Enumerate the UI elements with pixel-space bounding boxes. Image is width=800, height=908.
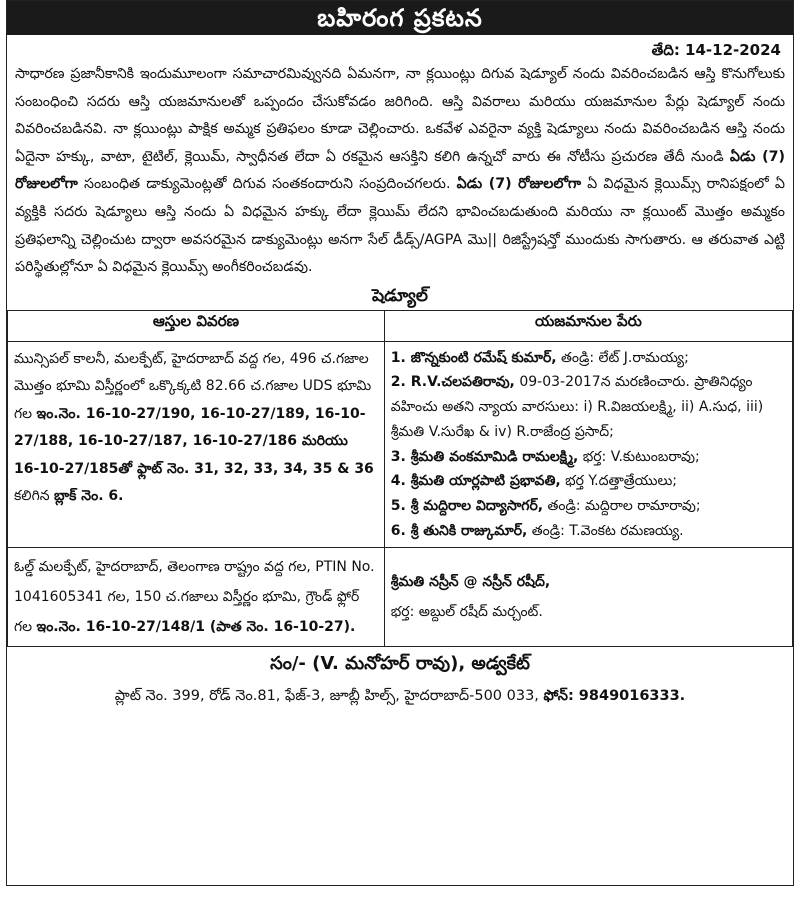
owner-relation: భర్త: V.కుటుంబరావు; [578,448,700,465]
property-description-2 [8,548,385,647]
owners-list-2 [384,548,792,647]
owner-relation: భర్త: అబ్దుల్ రషీద్ మర్చంట్. [390,604,543,621]
owner-relation: తండ్రి: మద్దిరాల రామారావు; [543,497,701,514]
block-number: బ్లాక్ నెం. 6. [54,488,124,505]
body-text-3: ఏ విధమైన క్లెయిమ్స్ రానిపక్షంలో ఏ వ్యక్తికి సదరు షెడ్యూలు ఆస్తి నందు ఏ విధమైన హక్కు లేదా క్లెయిమ్ లేదని భావించబడుతుంది మరియు నా క్లయింట్ మొత్తం అమ్మకం ప్రతిఫలాన్ని చెల్లించుట ద్వారా అవసరమైన డాక్యుమెంట్లు అనగా సేల్ డీడ్స్/AGPA మొ|| రిజిస్ట్రేషన్తో ముందుకు సాగుతారు. ఆ తరువాత ఎట్టి పరిస్థితుల్లోనూ ఏ విధమైన క్లెయిమ్స్ అంగీకరించబడవు. [15,176,785,276]
property-text: మున్సిపల్ కాలనీ, మలక్పేట్, హైదరాబాద్ వద్ద గల, 496 చ.గజాల మొత్తం భూమి విస్తీర్ణంలో ఒక్కొక్కటి 82.66 చ.గజాల UDS భూమి గల [14,350,372,422]
notice-date: తేది: 14-12-2024 [651,41,781,59]
owner-item [391,494,786,519]
col-header-property: ఆస్తుల వివరణ [8,310,385,341]
owner-relation: భర్త Y.దత్తాత్రేయులు; [560,473,678,490]
property-numbers: ఇం.నెం. 16-10-27/148/1 (పాత నెం. 16-10-27). [36,619,356,636]
owner-name: 6. శ్రీ తునికి రాజ్కుమార్, [390,522,528,539]
owner-item [391,519,786,544]
owner-relation: తండ్రి: T.వెంకట రమణయ్య. [527,522,684,539]
notice-title: బహిరంగ ప్రకటన [7,1,793,35]
property-text: కలిగిన [14,488,55,505]
owner-name: 4. శ్రీమతి యార్లపాటి ప్రభావతి, [390,473,561,490]
property-numbers: ఇం.నెం. 16-10-27/190, 16-10-27/189, 16-10-27/188, 16-10-27/187, 16-10-27/186 మరియు 16-10-27/185తో ఫ్లాట్ నెం. 31, 32, 33, 34, 35 & 36 [14,405,374,477]
body-text-2: సంబంధిత డాక్యుమెంట్లతో దిగువ సంతకందారుని సంప్రదించగలరు. [77,176,457,193]
public-notice [6,0,794,886]
owner-relation: 09-03-2017న మరణించారు. ప్రాతినిధ్యం వహించు అతని న్యాయ వారసులు: i) R.విజయలక్ష్మి, ii) A.సుధ, iii) శ్రీమతి V.సురేఖ & iv) R.రాజేంద్ర ప్రసాద్; [390,374,764,440]
owner-item [391,445,786,470]
owner-item [391,469,786,494]
owner-name: 2. R.V.చలపతిరావు, [390,374,515,391]
schedule-title: షెడ్యూల్ [372,285,428,306]
owner-name: శ్రీమతి నస్రీన్ @ నస్రీన్ రషీద్, [390,574,551,591]
phone-number: ఫోన్: 9849016333. [543,688,686,705]
table-row [8,548,793,647]
owner-name: 5. శ్రీ మద్దిరాల విద్యాసాగర్, [390,497,544,514]
body-text-1: సాధారణ ప్రజానీకానికి ఇందుమూలంగా సమాచారమివ్వునది ఏమనగా, నా క్లయింట్లు దిగువ షెడ్యూల్ నందు వివరించబడిన ఆస్తి కొనుగోలుకు సంబంధించి సదరు ఆస్తి యజమానులతో ఒప్పందం చేసుకోవడం జరిగింది. ఆస్తి వివరాలు మరియు యజమానుల పేర్లు షెడ్యూల్ నందు వివరించబడినవి. నా క్లయింట్లు పాక్షిక అమ్మక ప్రతిఫలం కూడా చెల్లించారు. ఒకవేళ ఎవరైనా వ్యక్తి షెడ్యూలు నందు వివరించబడిన ఆస్తి నందు ఏదైనా హక్కు, వాటా, టైటిల్, క్లెయిమ్, స్వాధీనత లేదా ఏ రకమైన ఆసక్తిని కలిగి ఉన్నచో వారు ఈ నోటీసు ప్రచురణ తేదీ నుండి [15,66,785,165]
property-text: ఓల్డ్ మలక్పేట్, హైదరాబాద్, తెలంగాణ రాష్ట్రం వద్ద గల, PTIN No. 1041605341 గల, 150 చ.గజాలు విస్తీర్ణం భూమి, గ్రౌండ్ ఫ్లోర్ గల [14,559,375,636]
owner-name: 1. జొన్నకుంటి రమేష్ కుమార్, [390,349,557,366]
owner-name: 3. శ్రీమతి వంకమామిడి రామలక్ష్మి, [390,448,579,465]
notice-body [7,61,793,282]
schedule-table [7,310,793,648]
owner-item [391,370,786,444]
schedule-header-row [8,310,793,341]
owners-list-1 [384,341,792,548]
owner-relation: తండ్రి: లేట్ J.రామయ్య; [556,349,689,366]
address-text: ప్లాట్ నెం. 399, రోడ్ నెం.81, ఫేజ్-3, జూబ్లీ హిల్స్, హైదరాబాద్-500 033, [114,688,544,705]
body-deadline-2: ఏడు (7) రోజులలోగా [456,176,582,193]
advocate-address [7,683,793,709]
body-deadline-1: ఏడు (7) రోజులలోగా [15,148,785,193]
signature: సం/- (V. మనోహర్ రావు), అడ్వకేట్ [270,653,530,675]
col-header-owners: యజమానుల పేరు [384,310,792,341]
property-description-1 [8,341,385,548]
owner-item [391,346,786,371]
table-row [8,341,793,548]
